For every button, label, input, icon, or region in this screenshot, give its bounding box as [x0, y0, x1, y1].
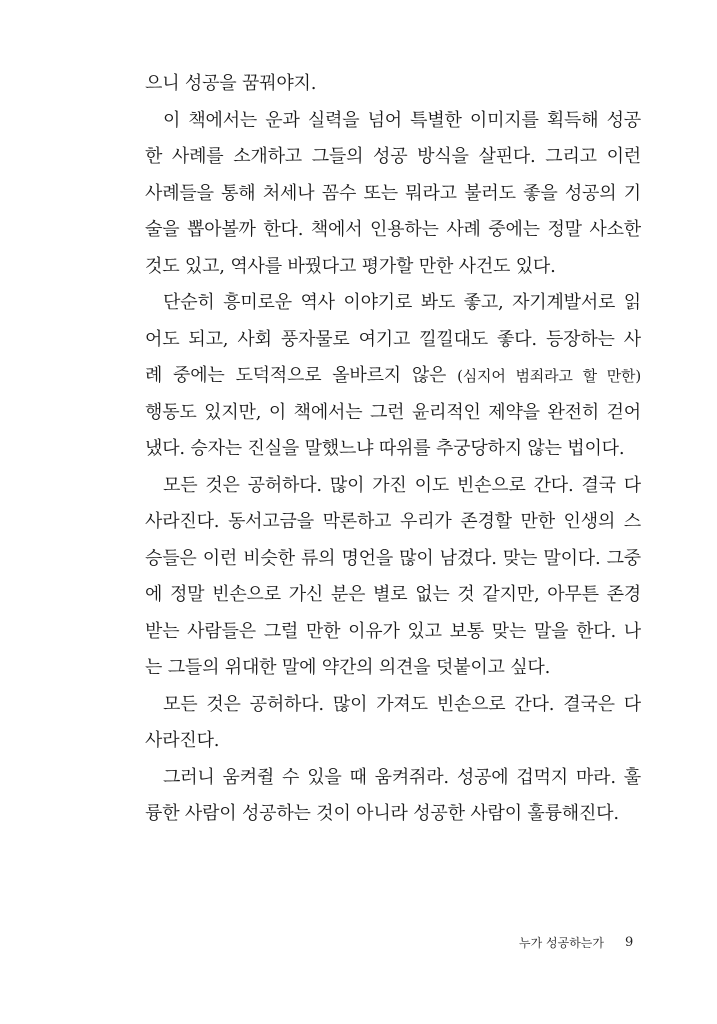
text-line: 행동도 있지만, 이 책에서는 그런 윤리적인 제약을 완전히 걷어 — [145, 401, 641, 423]
text-line: 한 사례를 소개하고 그들의 성공 방식을 살핀다. 그리고 이런 — [145, 146, 641, 167]
text-line: 으니 성공을 꿈꿔야지. — [145, 73, 317, 94]
text-segment: 례 중에는 도덕적으로 올바르지 않은 — [145, 365, 447, 386]
parenthetical-aside: (심지어 범죄라고 할 만한) — [457, 367, 641, 385]
text-line: 사례들을 통해 처세나 꼼수 또는 뭐라고 불러도 좋을 성공의 기 — [145, 182, 641, 204]
body-text — [145, 66, 641, 833]
page-number: 9 — [625, 935, 634, 950]
text-line: 모든 것은 공허하다. 많이 가진 이도 빈손으로 간다. 결국 다 — [163, 474, 641, 496]
text-line: 것도 있고, 역사를 바꿨다고 평가할 만한 사건도 있다. — [145, 255, 556, 277]
text-line: 그러니 움켜쥘 수 있을 때 움켜쥐라. 성공에 겁먹지 마라. 훌 — [163, 766, 641, 788]
text-line: 륭한 사람이 성공하는 것이 아니라 성공한 사람이 훌륭해진다. — [145, 803, 619, 824]
text-line: 어도 되고, 사회 풍자물로 여기고 낄낄대도 좋다. 등장하는 사 — [145, 328, 641, 350]
text-line: 단순히 흥미로운 역사 이야기로 봐도 좋고, 자기계발서로 읽 — [163, 292, 641, 313]
text-line: 술을 뽑아볼까 한다. 책에서 인용하는 사례 중에는 정말 사소한 — [145, 219, 641, 240]
text-line: 냈다. 승자는 진실을 말했느냐 따위를 추궁당하지 않는 법이다. — [145, 438, 625, 459]
text-line: 사라진다. — [145, 730, 220, 751]
text-line-with-aside — [145, 358, 641, 395]
text-line: 사라진다. 동서고금을 막론하고 우리가 존경할 만한 인생의 스 — [145, 511, 641, 532]
text-line: 받는 사람들은 그럴 만한 이유가 있고 보통 맞는 말을 한다. 나 — [145, 620, 641, 642]
text-line: 에 정말 빈손으로 가신 분은 별로 없는 것 같지만, 아무튼 존경 — [145, 584, 641, 605]
text-line: 승들은 이런 비슷한 류의 명언을 많이 남겼다. 맞는 말이다. 그중 — [145, 547, 641, 569]
text-line: 는 그들의 위대한 말에 약간의 의견을 덧붙이고 싶다. — [145, 657, 551, 678]
text-line: 이 책에서는 운과 실력을 넘어 특별한 이미지를 획득해 성공 — [163, 109, 641, 131]
text-line: 모든 것은 공허하다. 많이 가져도 빈손으로 간다. 결국은 다 — [163, 693, 641, 715]
running-title: 누가 성공하는가 — [519, 936, 604, 950]
page-footer — [0, 933, 717, 953]
